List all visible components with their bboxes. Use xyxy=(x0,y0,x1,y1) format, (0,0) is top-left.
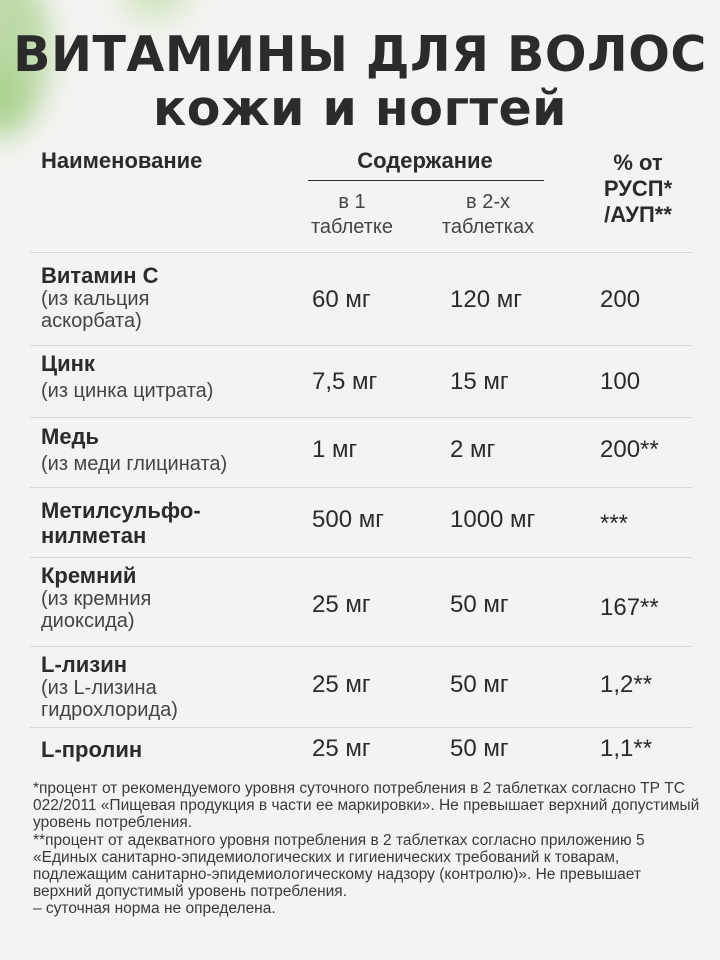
amount-two-tablets: 120 мг xyxy=(450,286,522,313)
amount-one-tablet: 25 мг xyxy=(312,671,371,698)
leaf-decoration xyxy=(120,0,190,20)
footnote-rusp: *процент от рекомендуемого уровня суточного потребления в 2 таблетках согласно ТР ТС 022/2011 «Пищевая продукция в части ее маркировки». Не превышает верхний допустимый уровень потребления. xyxy=(33,780,700,832)
row-divider xyxy=(30,345,692,346)
nutrient-name: Метилсульфо- нилметан xyxy=(41,498,201,548)
percent-value: 167** xyxy=(600,594,659,621)
header-per-two-tablets: в 2-х таблетках xyxy=(441,191,535,238)
amount-one-tablet: 25 мг xyxy=(312,735,371,762)
amount-two-tablets: 50 мг xyxy=(450,671,509,698)
percent-value: *** xyxy=(600,510,629,537)
table-row xyxy=(41,424,291,475)
header-per-one-tablet: в 1 таблетке xyxy=(310,191,393,238)
nutrient-name: Кремний xyxy=(41,563,137,588)
percent-value: 1,2** xyxy=(600,671,653,698)
nutrient-source: (из L-лизина гидрохлорида) xyxy=(41,677,178,721)
header-content: Содержание xyxy=(357,148,493,173)
row-divider xyxy=(30,487,692,488)
percent-value: 200** xyxy=(600,436,659,463)
amount-two-tablets: 50 мг xyxy=(450,735,509,762)
nutrient-source: (из кремния диоксида) xyxy=(41,588,152,632)
amount-two-tablets: 15 мг xyxy=(450,368,509,395)
row-divider xyxy=(30,646,692,647)
table-row xyxy=(41,652,291,721)
nutrient-source: (из цинка цитрата) xyxy=(41,380,214,402)
row-divider xyxy=(30,727,692,728)
amount-one-tablet: 500 мг xyxy=(312,506,384,533)
table-row xyxy=(41,351,291,402)
nutrient-source: (из меди глицината) xyxy=(41,453,228,475)
nutrient-name: L-лизин xyxy=(41,652,128,677)
header-percent: % от РУСП* /АУП** xyxy=(603,150,673,227)
footnotes xyxy=(33,780,703,918)
table-row xyxy=(41,563,291,632)
nutrient-source: (из кальция аскорбата) xyxy=(41,288,150,332)
table-row xyxy=(41,737,291,762)
row-divider xyxy=(30,252,692,253)
row-divider xyxy=(30,417,692,418)
footnote-aup: **процент от адекватного уровня потребления в 2 таблетках согласно приложению 5 «Единых санитарно-эпидемиологических и гигиенических требований к товарам, подлежащим санитарно-эпидемиологическому надзору (контролю)». Не превышает верхний допустимый уровень потребления. xyxy=(33,831,645,901)
percent-value: 100 xyxy=(600,368,641,395)
title-line-1: ВИТАМИНЫ ДЛЯ ВОЛОС xyxy=(13,26,707,83)
nutrient-name: Витамин С xyxy=(41,263,159,288)
amount-one-tablet: 7,5 мг xyxy=(312,368,378,395)
row-divider xyxy=(30,557,692,558)
percent-value: 1,1** xyxy=(600,735,653,762)
footnote-not-defined: – суточная норма не определена. xyxy=(33,900,276,918)
table-row xyxy=(41,263,291,332)
title-line-2: кожи и ногтей xyxy=(152,80,568,137)
percent-value: 200 xyxy=(600,286,641,313)
nutrient-name: Медь xyxy=(41,424,100,449)
amount-two-tablets: 1000 мг xyxy=(450,506,536,533)
amount-two-tablets: 50 мг xyxy=(450,591,509,618)
header-name: Наименование xyxy=(41,148,203,173)
nutrient-name: L-пролин xyxy=(41,737,143,762)
amount-one-tablet: 25 мг xyxy=(312,591,371,618)
amount-two-tablets: 2 мг xyxy=(450,436,496,463)
header-divider xyxy=(308,180,544,181)
table-row xyxy=(41,498,291,548)
nutrient-name: Цинк xyxy=(41,351,95,376)
amount-one-tablet: 1 мг xyxy=(312,436,358,463)
amount-one-tablet: 60 мг xyxy=(312,286,371,313)
